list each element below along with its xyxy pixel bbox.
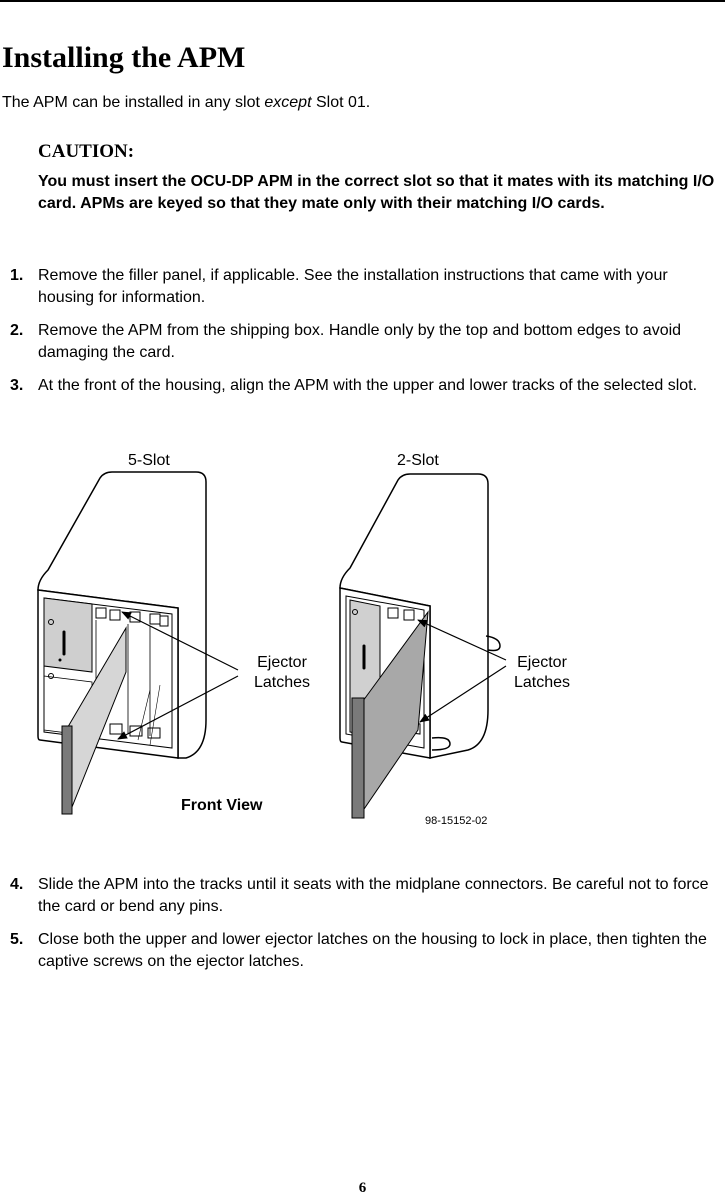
housing-illustration (0, 440, 725, 840)
five-slot-label: 5-Slot (128, 452, 170, 469)
five-slot-housing (38, 472, 206, 814)
installation-figure (0, 440, 725, 840)
step-text: Close both the upper and lower ejector latches on the housing to lock in place, then tighten the captive screws on the ejector latches. (38, 931, 707, 970)
page-number: 6 (358, 1180, 367, 1196)
ejector-label-line: Latches (253, 674, 311, 691)
intro-paragraph (2, 92, 370, 114)
step-text: At the front of the housing, align the APM with the upper and lower tracks of the selected slot. (38, 377, 698, 394)
figure-caption: Front View (181, 797, 263, 814)
step-number: 3. (10, 377, 24, 394)
step-number: 4. (10, 876, 24, 893)
figure-id: 98-15152-02 (425, 815, 488, 827)
intro-text-end: Slot 01. (311, 94, 371, 111)
intro-emphasis: except (264, 94, 312, 111)
step-text: Slide the APM into the tracks until it seats with the midplane connectors. Be careful not to force the card or bend any pins. (38, 876, 709, 915)
ejector-latches-label-right (504, 653, 580, 693)
ejector-label-line: Latches (513, 674, 571, 691)
ejector-latches-label-left (244, 653, 320, 693)
caution-title: CAUTION: (38, 141, 135, 162)
top-rule (0, 0, 725, 2)
ejector-label-line: Ejector (517, 654, 567, 671)
two-slot-label: 2-Slot (397, 452, 439, 469)
caution-text: You must insert the OCU-DP APM in the correct slot so that it mates with its matching I/O card. APMs are keyed so that they mate only with their matching I/O cards. (38, 173, 715, 212)
step-text: Remove the filler panel, if applicable. See the installation instructions that came with your housing for information. (38, 267, 668, 306)
section-heading: Installing the APM (2, 41, 246, 74)
step-text: Remove the APM from the shipping box. Handle only by the top and bottom edges to avoid damaging the card. (38, 322, 682, 361)
step-number: 2. (10, 322, 24, 339)
intro-text-start: The APM can be installed in any slot (2, 94, 265, 111)
step-number: 5. (10, 931, 24, 948)
step-number: 1. (10, 267, 24, 284)
ejector-label-line: Ejector (257, 654, 307, 671)
